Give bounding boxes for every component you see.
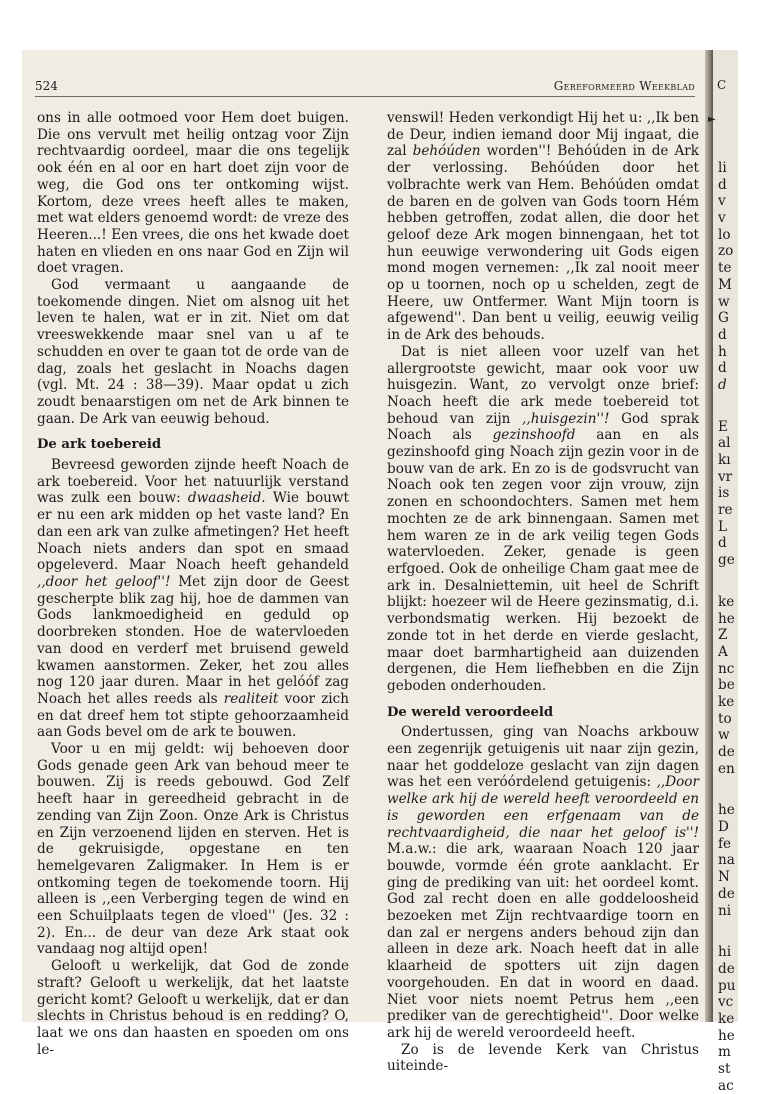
next-page-fragment: re: [718, 502, 733, 519]
next-page-fragment: kı: [718, 452, 731, 468]
paragraph: Gelooft u werkelijk, dat God de zonde straft? Gelooft u werkelijk, dat het laatste gericht komt? Gelooft u werkelijk, dat er dan slechts in Christus behoud is en redding? O, laat we ons dan haasten en spoeden om ons le-: [37, 958, 349, 1058]
right-column: [387, 110, 699, 1075]
next-page-fragment: d: [718, 360, 727, 377]
next-page-fragment: v: [718, 210, 726, 227]
next-page-fragment: A: [718, 643, 728, 660]
next-page-fragment: w: [718, 293, 730, 310]
next-page-fragment: pu: [718, 977, 736, 994]
fragment-gap: [718, 777, 758, 802]
next-page-fragment: d: [718, 535, 727, 552]
paragraph: God vermaant u aangaande de toekomende dingen. Niet om alsnog uit het leven te halen, wat er in zit. Niet om dat vreeswekkende maar snel van u af te schudden en over te gaan tot de orde van de dag, zoals het geslacht in Noachs dagen (vgl. Mt. 24 : 38—39). Maar opdat u zich zoudt benaarstigen om net de Ark binnen te gaan. De Ark van eeuwig behoud.: [37, 277, 349, 427]
next-page-fragment: h: [718, 343, 727, 360]
next-page-fragment: L: [718, 518, 728, 535]
book-spine: [705, 50, 713, 1022]
next-page-fragment: Z: [718, 627, 728, 644]
next-page-fragment: E: [718, 418, 728, 435]
page-number: 524: [35, 79, 58, 93]
section-heading: De wereld veroordeeld: [387, 704, 554, 720]
next-page-fragment: al: [718, 435, 731, 452]
next-page-fragment: ac: [718, 1077, 734, 1094]
next-page-fragment: ni: [718, 902, 732, 919]
next-page-fragment: w: [718, 727, 730, 744]
paragraph: Dat is niet alleen voor uzelf van het allergrootste gewicht, maar ook voor uw huisgezin. Want, zo vervolgt onze brief: Noach heeft die ark mede toebereid tot behoud van zijn ,,huisgezin''! God sprak Noach als gezinshoofd aan en als gezinshoofd ging Noach zijn gezin voor in de bouw van de ark. En zo is de godsvrucht van Noach ook ten zegen voor zijn vrouw, zijn zonen en schoondochters. Samen met hem mochten ze de ark binnengaan. Samen met hem waren ze in de ark veilig tegen Gods watervloeden. Zeker, genade is geen erfgoed. Ook de onheilige Cham gaat mee de ark in. Desalniettemin, uit heel de Schrift blijkt: hoezeer wil de Heere gezinsmatig, d.i. verbondsmatig werken. Hij bezoekt de zonde tot in het derde en vierde geslacht, maar doet barmhartigheid aan duizenden dergenen, die Hem liefhebben en die Zijn geboden onderhouden.: [387, 343, 700, 694]
next-page-fragment: na: [718, 852, 735, 869]
next-page-fragment: te: [718, 260, 732, 277]
next-page-fragment: be: [718, 677, 735, 694]
paragraph: ons in alle ootmoed voor Hem doet buigen. Die ons vervult met heilig ontzag voor Zijn rechtvaardig oordeel, maar die ons tegelijk ook één en al oor en hart doet zijn voor de weg, die God ons ter ontkoming wijst. Kortom, deze vrees heeft alles te maken, met wat elders genoemd wordt: de vreze des Heeren...! Een vrees, die ons het kwade doet haten en vlieden en ons naar God en Zijn wil doet vragen.: [37, 110, 349, 277]
next-page-fragment: D: [718, 819, 729, 836]
paragraph: Zo is de levende Kerk van Christus uiteinde-: [387, 1041, 699, 1075]
next-page-fragment: st: [718, 1061, 731, 1077]
next-page-fragment: v: [718, 193, 726, 210]
next-page-fragment: m: [718, 1044, 731, 1061]
next-page-fragment: vr: [718, 468, 733, 485]
next-page-fragment: is: [718, 485, 730, 502]
next-page-fragment: li: [718, 160, 727, 176]
next-page-fragment: ke: [718, 593, 735, 610]
paragraph: Voor u en mij geldt: wij behoeven door Gods genade geen Ark van behoud meer te bouwen. Zij is reeds gebouwd. God Zelf heeft haar in gereedheid gebracht in de zending van Zijn Zoon. Onze Ark is Christus en Zijn verzoenend lijden en sterven. Het is de gekruisigde, opgestane en ten hemelgevaren Zaligmaker. In Hem is er ontkoming tegen de toekomende toorn. Hij alleen is ,,een Verberging tegen de wind en een Schuilplaats tegen de vloed'' (Jes. 32 : 2). En... de deur van deze Ark staat ook vandaag nog altijd open!: [37, 741, 349, 958]
next-page-fragment: vc: [718, 994, 734, 1011]
next-page-fragment: ke: [718, 693, 735, 710]
next-page-fragment: he: [718, 1027, 735, 1044]
fragment-gap: [718, 919, 758, 944]
next-page-fragment: he: [718, 610, 735, 627]
paragraph: venswil! Heden verkondigt Hij het u: ,,Ik ben de Deur, indien iemand door Mij ingaat, die zal behóúden worden''! Behóúden in de Ark der verlossing. Behóúden door het volbrachte werk van Hem. Behóúden omdat de baren en de golven van Gods toorn Hém hebben getroffen, zodat allen, die door het geloof deze Ark mogen binnengaan, het tot hun eeuwige verwondering uit Gods eigen mond mogen vernemen: ,,Ik zal nooit meer op u toornen, noch op u schelden, zegt de Heere, uw Ontfermer. Want Mijn toorn is afgewend''. Dan bent u veilig, eeuwig veilig in de Ark des behouds.: [387, 110, 699, 344]
next-page-fragment: nc: [718, 660, 735, 677]
next-page-fragment: zo: [718, 243, 734, 260]
fragment-gap: [718, 569, 758, 594]
next-page-fragment: d: [718, 176, 727, 193]
next-page-column: [718, 160, 758, 1094]
next-page-edge: [713, 50, 738, 1094]
next-page-header: C: [717, 78, 727, 92]
journal-title: Gereformeerd Weekblad: [553, 79, 695, 93]
next-page-fragment: G: [718, 310, 729, 327]
left-column: [37, 110, 349, 1058]
paragraph: Bevreesd geworden zijnde heeft Noach de ark toebereid. Voor het natuurlijk verstand was zulk een bouw: dwaasheid. Wie bouwt er nu een ark midden op het vaste land? En dan een ark van zulke afmetingen? Het heeft Noach niets anders dan spot en smaad opgeleverd. Maar Noach heeft gehandeld ,,door het geloof''! Met zijn door de Geest gescherpte blik zag hij, hoe de dammen van Gods lankmoedigheid en geduld op doorbreken stonden. Hoe de watervloeden van dood en verderf met bruisend geweld kwamen aanstormen. Zeker, het zou alles nog 120 jaar duren. Maar in het gelóóf zag Noach het alles reeds als realiteit voor zich en dat dreef hem tot stipte gehoorzaamheid aan Gods bevel om de ark te bouwen.: [37, 457, 350, 741]
next-page-fragment: de: [718, 885, 735, 902]
next-page-fragment: d: [718, 326, 727, 343]
next-page-fragment: lo: [718, 226, 731, 243]
next-page-fragment: he: [718, 802, 735, 819]
running-header: [35, 76, 695, 97]
section-heading: De ark toebereid: [37, 437, 162, 453]
next-page-fragment: M: [718, 276, 732, 293]
fragment-gap: [718, 394, 758, 419]
paragraph: Ondertussen, ging van Noachs arkbouw een zegenrijk getuigenis uit naar zijn gezin, naar het goddeloze geslacht van zijn dagen was het een veróórdelend getuigenis: ,,Door welke ark hij de wereld heeft veroordeeld en is geworden een erfgenaam van de rechtvaardigheid, die naar het geloof is''! M.a.w.: die ark, waaraan Noach 120 jaar bouwde, vormde één grote aanklacht. Er ging de prediking van uit: het oordeel komt. God zal recht doen en alle goddeloosheid bezoeken met Zijn rechtvaardige toorn en dan zal er nergens anders behoud zijn dan alleen in deze ark. Noach heeft dat in alle klaarheid de spotters uit zijn dagen voorgehouden. En dat in woord en daad. Niet voor niets noemt Petrus hem ,,een prediker van de gerechtigheid''. Door welke ark hij de wereld veroordeeld heeft.: [387, 724, 699, 1041]
next-page-fragment: de: [718, 960, 735, 977]
next-page-fragment: d: [718, 376, 727, 393]
next-page-fragment: ge: [718, 552, 735, 569]
next-page-fragment: en: [718, 760, 735, 777]
next-page-fragment: to: [718, 710, 732, 727]
next-page-fragment: hi: [718, 944, 732, 961]
next-page-fragment: de: [718, 744, 735, 760]
next-page-fragment: ke: [718, 1010, 735, 1027]
next-page-fragment: fe: [718, 835, 732, 852]
bullet-mark: ►: [708, 114, 716, 125]
next-page-fragment: N: [718, 869, 730, 886]
